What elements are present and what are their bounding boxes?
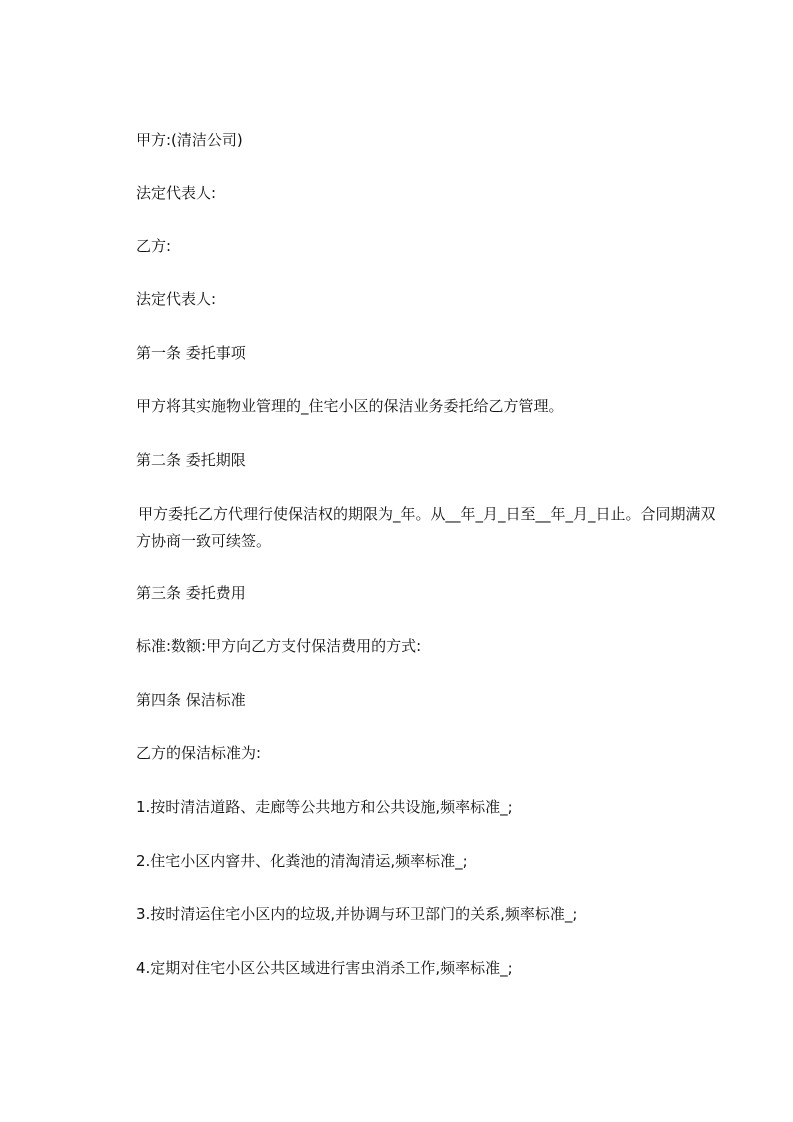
article-1-heading: 第一条 委托事项 (136, 344, 246, 362)
article-4-item-3: 3.按时清运住宅小区内的垃圾,并协调与环卫部门的关系,频率标准_; (136, 905, 578, 923)
article-4-item-2: 2.住宅小区内窨井、化粪池的清淘清运,频率标准_; (136, 852, 468, 870)
article-4-item-4: 4.定期对住宅小区公共区域进行害虫消杀工作,频率标准_; (136, 959, 513, 977)
article-4-intro: 乙方的保洁标准为: (136, 744, 262, 762)
article-3-body: 标准:数额:甲方向乙方支付保洁费用的方式: (136, 637, 422, 655)
article-2-body: 甲方委托乙方代理行使保洁权的期限为_年。从__年_月_日至__年_月_日止。合同期满双方协商一致可续签。 (136, 505, 716, 550)
article-1-body: 甲方将其实施物业管理的_住宅小区的保洁业务委托给乙方管理。 (136, 397, 564, 415)
article-2-heading: 第二条 委托期限 (136, 451, 246, 469)
article-3-heading: 第三条 委托费用 (136, 584, 246, 602)
article-4-item-1: 1.按时清洁道路、走廊等公共地方和公共设施,频率标准_; (136, 798, 513, 816)
party-b-representative-line: 法定代表人: (136, 290, 217, 308)
party-a-representative-line: 法定代表人: (136, 184, 217, 202)
party-a-line: 甲方:(清洁公司) (136, 131, 243, 149)
article-4-heading: 第四条 保洁标准 (136, 691, 246, 709)
party-b-line: 乙方: (136, 237, 172, 255)
